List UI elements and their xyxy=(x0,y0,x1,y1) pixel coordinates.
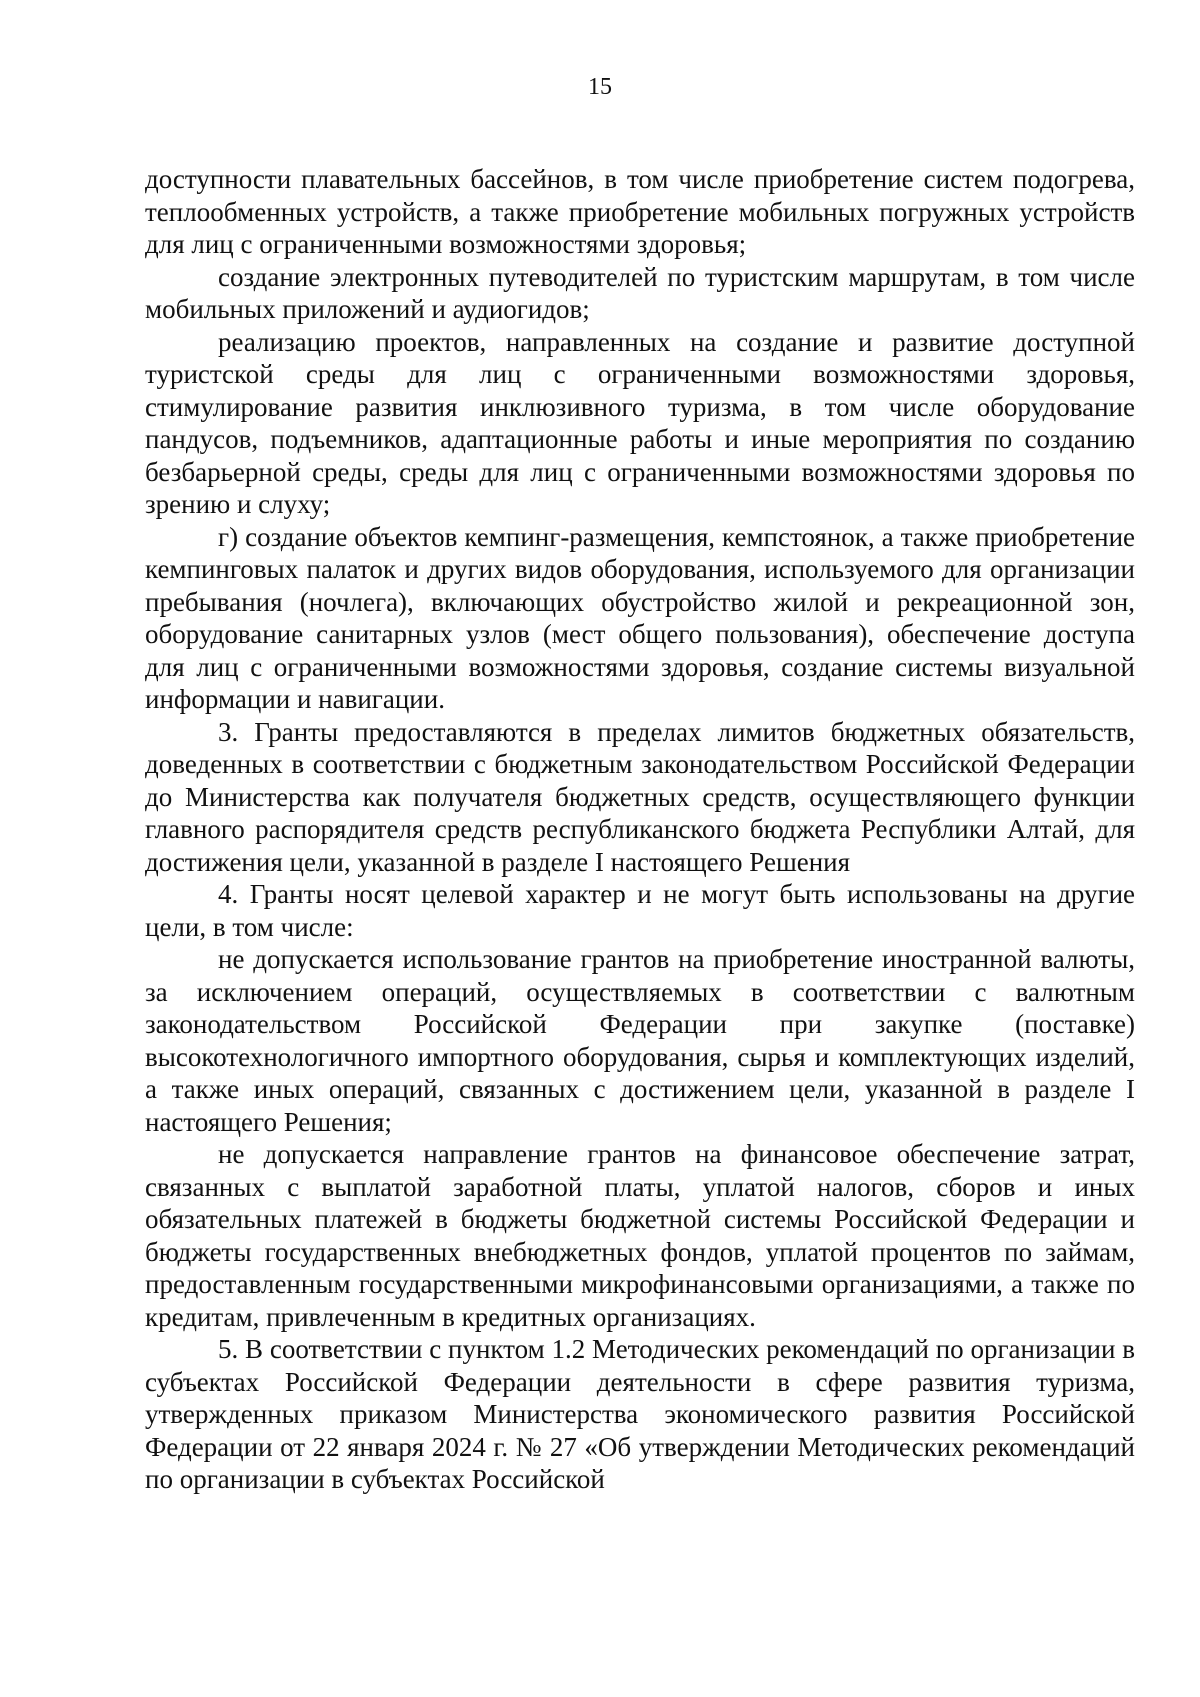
paragraph-item-3: 3. Гранты предоставляются в пределах лимитов бюджетных обязательств, доведенных в соответствии с бюджетным законодательством Российской Федерации до Министерства как получателя бюджетных средств, осуществляющего функции главного распорядителя средств республиканского бюджета Республики Алтай, для достижения цели, указанной в разделе I настоящего Решения xyxy=(145,716,1135,877)
paragraph-item-4: 4. Гранты носят целевой характер и не могут быть использованы на другие цели, в том числе: xyxy=(145,879,1135,942)
paragraph-accessible-environment: реализацию проектов, направленных на создание и развитие доступной туристской среды для лиц с ограниченными возможностями здоровья, стимулирование развития инклюзивного туризма, в том числе оборудование пандусов, подъемников, адаптационные работы и иные мероприятия по созданию безбарьерной среды, среды для лиц с ограниченными возможностями здоровья по зрению и слуху; xyxy=(145,326,1135,519)
document-body xyxy=(145,163,1135,1496)
page-number: 15 xyxy=(588,74,612,100)
paragraph-electronic-guides: создание электронных путеводителей по туристским маршрутам, в том числе мобильных приложений и аудиогидов; xyxy=(145,261,1135,324)
paragraph-costs-restriction: не допускается направление грантов на финансовое обеспечение затрат, связанных с выплатой заработной платы, уплатой налогов, сборов и иных обязательных платежей в бюджеты бюджетной системы Российской Федерации и бюджеты государственных внебюджетных фондов, уплатой процентов по займам, предоставленным государственными микрофинансовыми организациями, а также по кредитам, привлеченным в кредитных организациях. xyxy=(145,1139,1135,1332)
paragraph-item-5: 5. В соответствии с пунктом 1.2 Методических рекомендаций по организации в субъектах Российской Федерации деятельности в сфере развития туризма, утвержденных приказом Министерства экономического развития Российской Федерации от 22 января 2024 г. № 27 «Об утверждении Методических рекомендаций по организации в субъектах Российской xyxy=(145,1334,1135,1494)
paragraph-pools-continuation: доступности плавательных бассейнов, в том числе приобретение систем подогрева, теплообменных устройств, а также приобретение мобильных погружных устройств для лиц с ограниченными возможностями здоровья; xyxy=(145,164,1135,259)
paragraph-currency-restriction: не допускается использование грантов на приобретение иностранной валюты, за исключением операций, осуществляемых в соответствии с валютным законодательством Российской Федерации при закупке (поставке) высокотехнологичного импортного оборудования, сырья и комплектующих изделий, а также иных операций, связанных с достижением цели, указанной в разделе I настоящего Решения; xyxy=(145,944,1135,1137)
paragraph-camping: г) создание объектов кемпинг-размещения, кемпстоянок, а также приобретение кемпинговых палаток и других видов оборудования, используемого для организации пребывания (ночлега), включающих обустройство жилой и рекреационной зон, оборудование санитарных узлов (мест общего пользования), обеспечение доступа для лиц с ограниченными возможностями здоровья, создание системы визуальной информации и навигации. xyxy=(145,521,1135,714)
